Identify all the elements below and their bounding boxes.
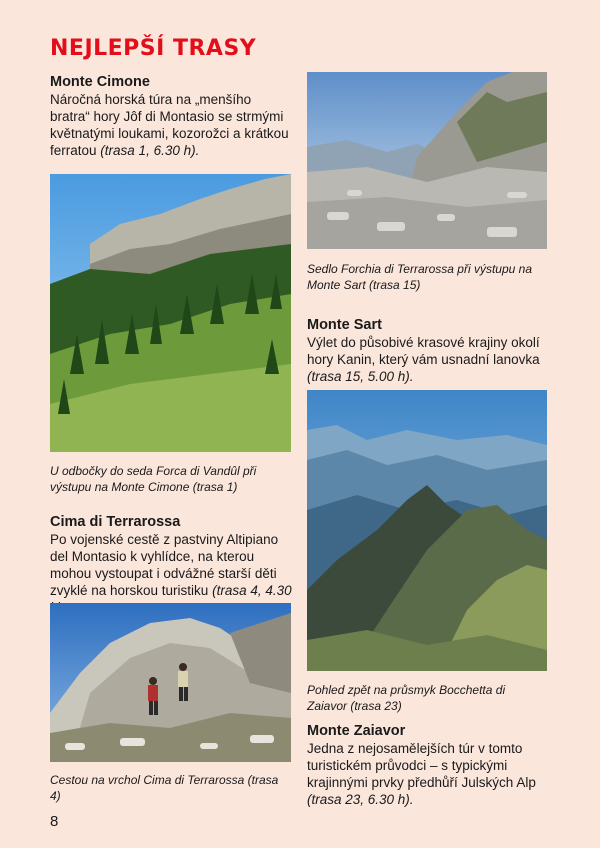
route-description: Po vojenské cestě z pastviny Altipiano del Montasio k vyhlídce, na kterou mohou vystoupat i odvážné starší děti zvyklé na horskou turistiku (trasa 4, 4.30 <box>50 531 292 616</box>
route-title: Monte Zaiavor <box>307 723 406 739</box>
photo-cima-di-terrarossa <box>50 603 291 762</box>
route-description: Výlet do působivé krasové krajiny okolí hory Kanin, který vám usnadní lanovka (trasa 15, 5.00 h). <box>307 335 540 384</box>
route-reference: (trasa 4, 4.30 <box>212 583 292 598</box>
page-number: 8 <box>50 813 59 830</box>
route-description: Jedna z nejosamělejších túr v tomto turistickém průvodci – s typickými krajinnými prvky předhůří Julských Alp (trasa 23, 6.30 h). <box>307 741 536 807</box>
route-cima-di-terrarossa <box>50 514 292 616</box>
route-reference: (trasa 23, 6.30 h). <box>307 792 414 807</box>
route-reference: (trasa 15, 5.00 h). <box>307 369 414 384</box>
route-title: Cima di Terrarossa <box>50 514 181 530</box>
page-heading: NEJLEPŠÍ TRASY <box>50 36 257 61</box>
caption-cima-di-terrarossa: Cestou na vrchol Cima di Terrarossa (trasa 4) <box>50 773 279 803</box>
route-reference: (trasa 1, 6.30 h). <box>100 143 200 158</box>
route-title: Monte Sart <box>307 317 382 333</box>
photo-bocchetta-di-zaiavor <box>307 390 547 671</box>
route-title: Monte Cimone <box>50 74 150 90</box>
route-description: Náročná horská túra na „menšího bratra“ hory Jôf di Montasio se strmými květnatými loukami, kozorožci a krátkou ferratou (trasa 1, 6.30 h). <box>50 92 289 158</box>
caption-bocchetta-di-zaiavor: Pohled zpět na průsmyk Bocchetta di Zaiavor (trasa 23) <box>307 683 506 713</box>
caption-forca-di-vandul: U odbočky do seda Forca di Vandûl při výstupu na Monte Cimone (trasa 1) <box>50 464 257 494</box>
route-monte-sart <box>307 317 549 385</box>
photo-forca-di-vandul <box>50 174 291 452</box>
photo-forchia-di-terrarossa <box>307 72 547 249</box>
caption-forchia-di-terrarossa: Sedlo Forchia di Terrarossa při výstupu na Monte Sart (trasa 15) <box>307 262 532 292</box>
route-monte-cimone <box>50 74 290 159</box>
route-monte-zaiavor <box>307 723 549 808</box>
